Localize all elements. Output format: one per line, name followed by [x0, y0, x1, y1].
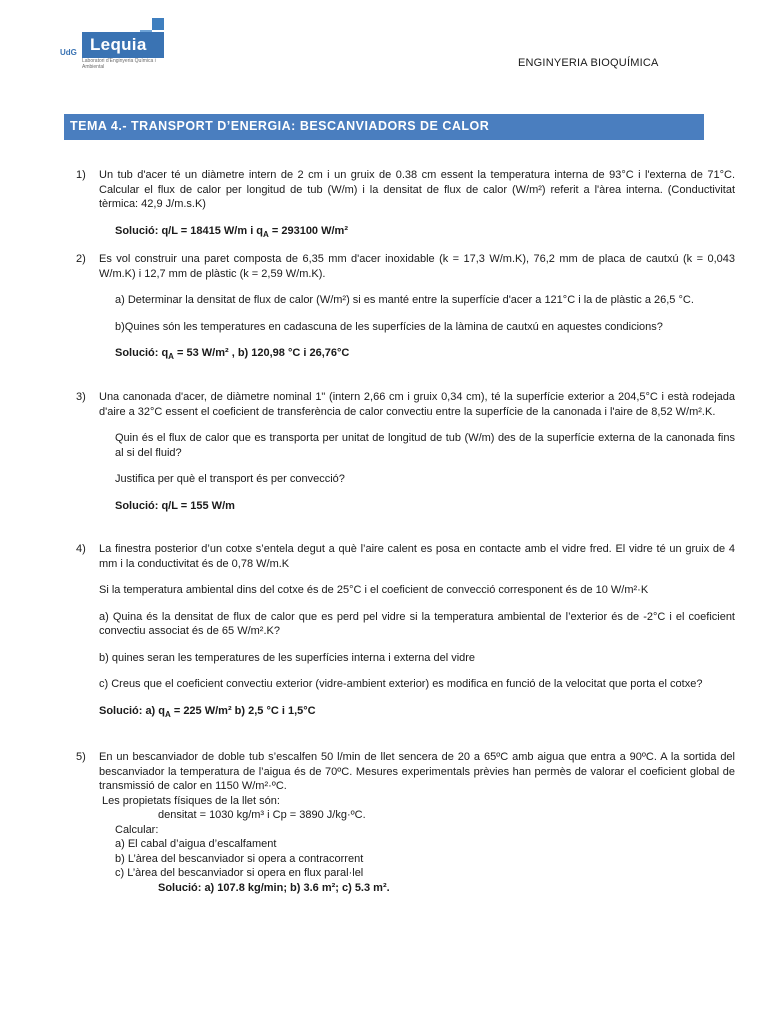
department-label: ENGINYERIA BIOQUÍMICA — [518, 57, 659, 69]
problem-number: 2) — [76, 253, 86, 265]
problem-density: densitat = 1030 kg/m³ i Cp = 3890 J/kg·ºC. — [158, 809, 366, 821]
problem-solution: Solució: a) $q_A = 225$ W/m² b) 2,5 °C i 1,5°C — [99, 704, 316, 719]
problem-properties: Les propietats físiques de la llet són: — [102, 794, 280, 807]
logo-brand: Lequia — [90, 35, 147, 54]
problem-statement: Es vol construir una paret composta de 6,35 mm d'acer inoxidable (k = 17,3 W/m.K), 76,2 mm de placa de cautxú (k = 0,043 W/m.K) i 12,7 mm de plàstic (k = 2,59 W/m.K). — [99, 253, 735, 280]
logo-udg: UdG — [60, 48, 77, 57]
problem-statement: Un tub d'acer té un diàmetre intern de 2 cm i un gruix de 0.38 cm essent la temperatura interna de 93°C i l'externa de 71°C. Calcular el flux de calor per longitud de tub (W/m) i la densitat de flux de calor (W/m²) referit a l'àrea interna. (Conductivitat tèrmica: 42,9 J/m.s.K) — [99, 169, 735, 210]
logo-square-top — [152, 18, 164, 30]
problem-part-a: Quin és el flux de calor que es transporta per unitat de longitud de tub (W/m) des de la superfície externa de la canonada fins al si del fluid? — [115, 432, 735, 459]
problem-part-a: a) Determinar la densitat de flux de calor (W/m²) si es manté entre la superfície d'acer a 121°C i la de plàstic a 26,5 °C. — [115, 294, 694, 306]
problem-part-a: a) El cabal d’aigua d’escalfament — [115, 838, 277, 850]
problem-part-c: c) Creus que el coeficient convectiu exterior (vidre-ambient exterior) es modifica en funció de la velocitat que porta el cotxe? — [99, 678, 703, 690]
problem-1 — [64, 168, 735, 238]
problem-statement: En un bescanviador de doble tub s’escalfen 50 l/min de llet sencera de 20 a 65ºC amb aigua que entra a 90ºC. A la sortida del bescanviador la temperatura de l’aigua és de 70ºC. Mesures experimentals prèvies han permès de valorar el coeficient global de transmissió de calor en 1150 W/m²·ºC. — [99, 751, 735, 792]
problem-number: 5) — [76, 751, 86, 763]
problem-2 — [64, 252, 735, 361]
problem-5 — [64, 750, 735, 895]
problem-statement: La finestra posterior d’un cotxe s’entela degut a què l’aire calent es posa en contacte amb el vidre fred. El vidre té un gruix de 4 mm i la conductivitat és de 0,78 W/m.K — [99, 543, 735, 570]
problem-3 — [64, 390, 735, 513]
problem-calc-label: Calcular: — [115, 823, 159, 836]
problem-part-b: b) L’àrea del bescanviador si opera a contracorrent — [115, 852, 364, 865]
problem-part-b: b)Quines són les temperatures en cadascuna de les superfícies de la làmina de cautxú en aquestes condicions? — [115, 320, 663, 333]
logo-subtitle: Laboratori d'Enginyeria Química i Ambiental — [82, 58, 156, 70]
problem-part-c: c) L’àrea del bescanviador si opera en flux paral·lel — [115, 867, 364, 879]
problem-part-a: a) Quina és la densitat de flux de calor que es perd pel vidre si la temperatura ambiental de l’exterior és de -2°C i el coeficient convectiu associat és de 65 W/m².K? — [99, 610, 735, 637]
problem-intro: Si la temperatura ambiental dins del cotxe és de 25°C i el coeficient de convecció corresponent és de 10 W/m²·K — [99, 584, 649, 596]
lequia-logo — [60, 18, 170, 70]
problem-part-b: b) quines seran les temperatures de les superfícies interna i externa del vidre — [99, 651, 476, 664]
problem-solution: Solució: q/L = 155 W/m — [115, 499, 235, 512]
problem-number: 4) — [76, 543, 86, 555]
problem-solution: Solució: q/L = 18415 W/m i $q_A = 293100$ W/m² — [115, 224, 348, 239]
problem-statement: Una canonada d'acer, de diàmetre nominal 1" (intern 2,66 cm i gruix 0,34 cm), té la superfície exterior a 204,5°C i està rodejada d'aire a 32°C essent el coeficient de transferència de calor convectiu entre la superfície de la canonada i l'aire de 8,52 W/m².K. — [99, 391, 735, 418]
topic-title: TEMA 4.- TRANSPORT D’ENERGIA: BESCANVIADORS DE CALOR — [64, 114, 704, 140]
problem-solution: Solució: a) 107.8 kg/min; b) 3.6 m²; c) 5.3 m². — [158, 881, 390, 894]
problem-number: 3) — [76, 391, 86, 403]
problem-solution: Solució: $q_A = 53$ W/m² , b) 120,98 °C i 26,76°C — [115, 347, 350, 362]
problem-4 — [64, 542, 735, 718]
problem-number: 1) — [76, 169, 86, 181]
problem-part-b: Justifica per què el transport és per convecció? — [115, 473, 345, 485]
